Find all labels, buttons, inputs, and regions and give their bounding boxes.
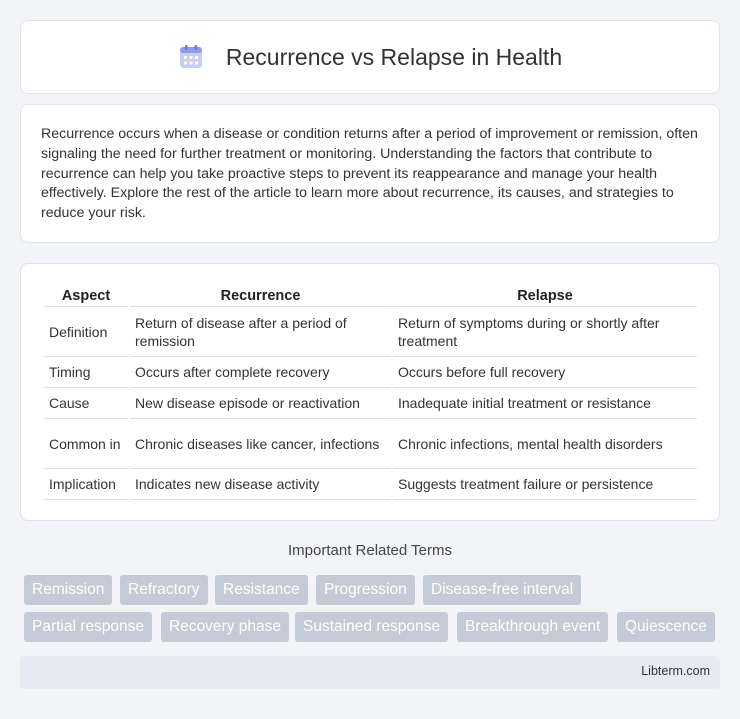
calendar-icon [178,44,204,70]
cell-aspect: Common in [44,419,128,469]
tag-resistance[interactable]: Resistance [215,575,308,605]
tag-recovery-phase[interactable]: Recovery phase [161,612,289,642]
intro-card [20,104,720,243]
related-terms-title: Important Related Terms [288,542,452,559]
header-card [20,20,720,94]
table-row [44,419,697,469]
cell-relapse: Chronic infections, mental health disorders [393,419,697,469]
tag-breakthrough-event[interactable]: Breakthrough event [457,612,608,642]
cell-aspect: Cause [44,388,128,419]
cell-recurrence: Return of disease after a period of remission [130,307,391,357]
cell-aspect: Definition [44,307,128,357]
intro-text: Recurrence occurs when a disease or condition returns after a period of improvement or remission, often signaling the need for further treatment or monitoring. Understanding the factors that contribute to recurrence can help you take proactive steps to prevent its reappearance and manage your health effectively. Explore the rest of the article to learn more about recurrence, its causes, and strategies to reduce your risk. [41,126,698,222]
tag-sustained-response[interactable]: Sustained response [295,612,448,642]
cell-recurrence: New disease episode or reactivation [130,388,391,419]
cell-recurrence: Chronic diseases like cancer, infections [130,419,391,469]
comparison-table [42,285,699,500]
comparison-card [20,263,720,521]
cell-aspect: Implication [44,469,128,500]
cell-recurrence: Indicates new disease activity [130,469,391,500]
footer [20,656,720,689]
table-row [44,357,697,388]
table-row [44,388,697,419]
header-recurrence: Recurrence [130,285,391,307]
tag-remission[interactable]: Remission [24,575,112,605]
footer-brand[interactable]: Libterm.com [641,664,710,678]
cell-aspect: Timing [44,357,128,388]
tag-progression[interactable]: Progression [316,575,415,605]
table-row [44,307,697,357]
cell-recurrence: Occurs after complete recovery [130,357,391,388]
cell-relapse: Suggests treatment failure or persistence [393,469,697,500]
tag-refractory[interactable]: Refractory [120,575,208,605]
header-relapse: Relapse [393,285,697,307]
tag-quiescence[interactable]: Quiescence [617,612,715,642]
cell-relapse: Return of symptoms during or shortly after treatment [393,307,697,357]
tag-disease-free-interval[interactable]: Disease-free interval [423,575,581,605]
tag-partial-response[interactable]: Partial response [24,612,152,642]
cell-relapse: Occurs before full recovery [393,357,697,388]
header-aspect: Aspect [44,285,128,307]
page-title: Recurrence vs Relapse in Health [225,43,563,70]
table-row [44,469,697,500]
cell-relapse: Inadequate initial treatment or resistance [393,388,697,419]
